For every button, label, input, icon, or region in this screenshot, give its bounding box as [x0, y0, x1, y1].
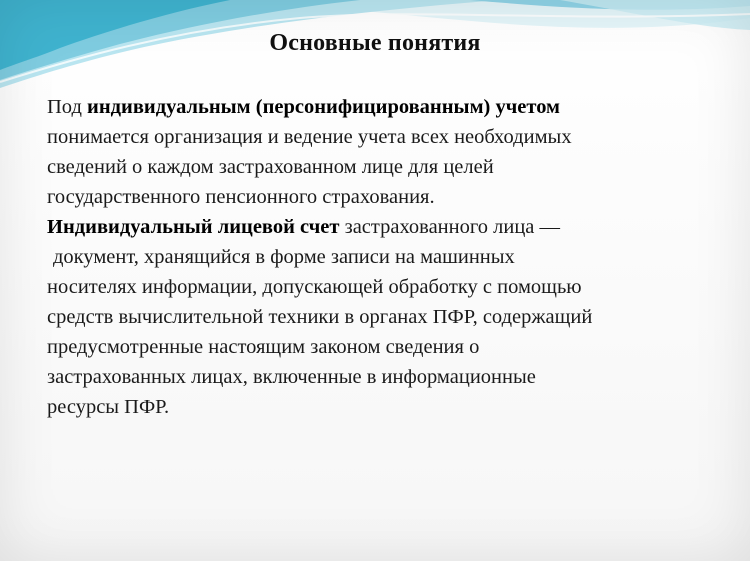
definition-personal-account [47, 212, 727, 422]
p2-line5: предусмотренные настоящим законом сведения о [47, 336, 480, 358]
slide-title: Основные понятия [269, 30, 481, 56]
p2-line7: ресурсы ПФР. [47, 396, 170, 418]
p2-line1-rest: застрахованного лица — [339, 216, 561, 238]
p2-line3: носителях информации, допускающей обработку с помощью [47, 276, 582, 298]
p1-line2: понимается организация и ведение учета всех необходимых [47, 126, 572, 148]
slide-body [47, 92, 727, 422]
definition-personal-accounting [47, 92, 727, 212]
p1-line3: сведений о каждом застрахованном лице для целей [47, 156, 494, 178]
p2-line4: средств вычислительной техники в органах ПФР, содержащий [47, 306, 593, 328]
term-personal-accounting: индивидуальным (персонифицированным) учетом [87, 96, 561, 118]
term-personal-account: Индивидуальный лицевой счет [47, 216, 340, 238]
p2-line2: документ, хранящийся в форме записи на машинных [53, 246, 515, 268]
p1-lead: Под [47, 96, 88, 118]
p2-line6: застрахованных лицах, включенные в информационные [47, 366, 536, 388]
p1-line4: государственного пенсионного страхования. [47, 186, 435, 208]
